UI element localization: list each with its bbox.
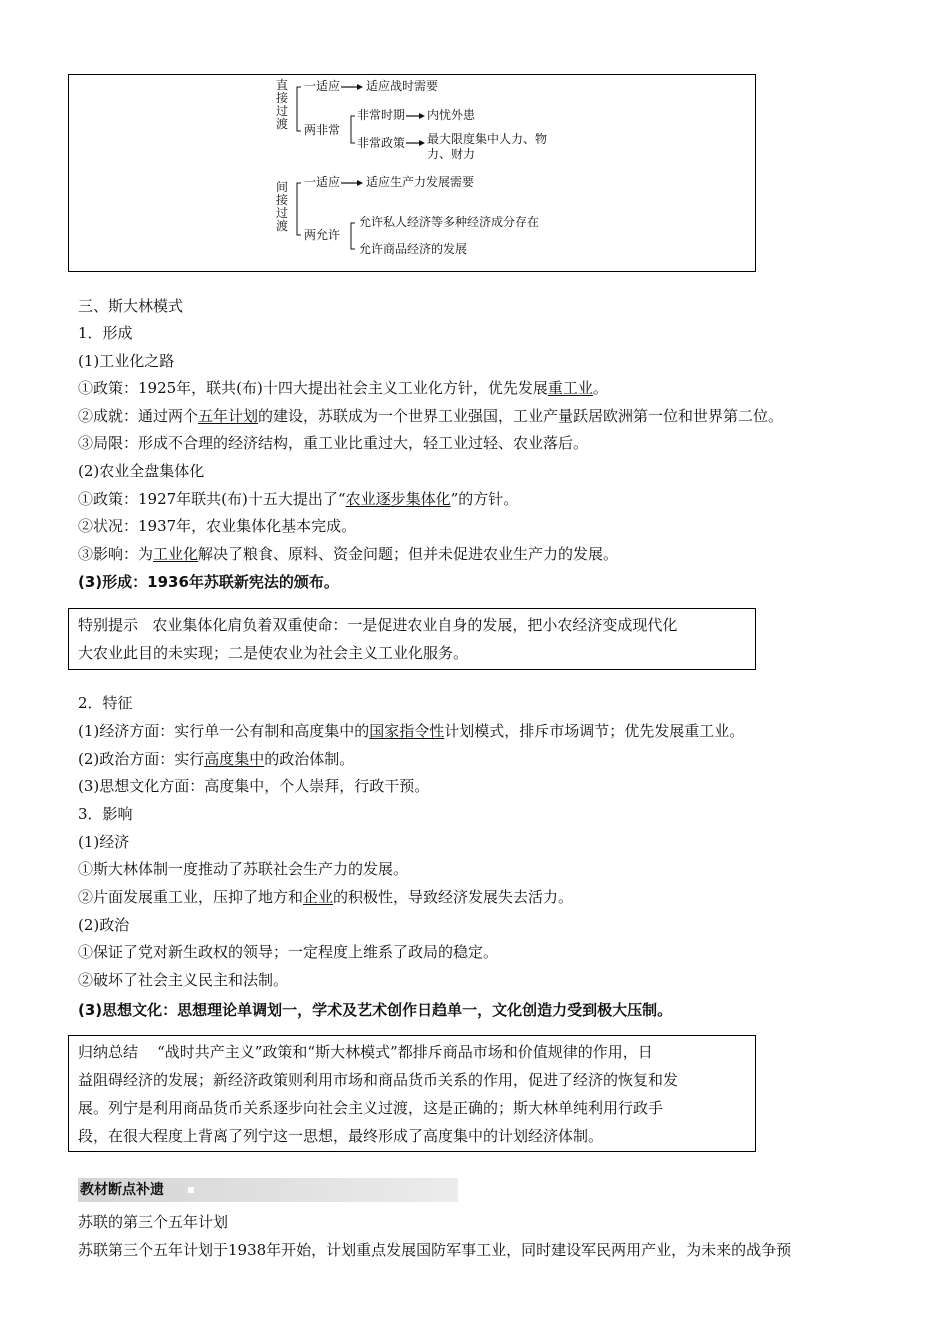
feature-politics: (2)政治方面：实行高度集中的政治体制。 bbox=[78, 750, 355, 768]
diagram-box bbox=[68, 74, 756, 272]
feature-culture: (3)思想文化方面：高度集中，个人崇拜，行政干预。 bbox=[78, 777, 430, 795]
indirect-transition-label: 间接过渡 bbox=[275, 180, 288, 233]
special-tip-line-2: 大农业此目的未实现；二是使农业为社会主义工业化服务。 bbox=[78, 644, 469, 662]
keyword-enterprise: 企业 bbox=[303, 888, 334, 906]
subheading-features: 2．特征 bbox=[78, 694, 133, 712]
impact-politics-2: ②破坏了社会主义民主和法制。 bbox=[78, 971, 289, 989]
special-tip-line-1: 农业集体化肩负着双重使命：一是促进农业自身的发展，把小农经济变成现代化 bbox=[152, 616, 678, 634]
collectivization-heading: (2)农业全盘集体化 bbox=[78, 462, 205, 480]
section-heading: 三、斯大林模式 bbox=[78, 297, 184, 315]
special-tip-box bbox=[68, 608, 756, 670]
keyword-gradual-collectivization: 农业逐步集体化 bbox=[345, 490, 451, 508]
direct-one-adapt: 一适应 bbox=[304, 79, 341, 93]
indirect-one-adapt: 一适应 bbox=[304, 175, 341, 189]
direct-two-extraordinary: 两非常 bbox=[304, 123, 341, 137]
impact-politics-heading: (2)政治 bbox=[78, 916, 130, 934]
summary-line-3: 展。列宁是利用商品货币关系逐步向社会主义过渡，这是正确的；斯大林单纯利用行政手 bbox=[78, 1099, 664, 1117]
keyword-state-directive: 国家指令性 bbox=[369, 722, 445, 740]
indirect-two-allow: 两允许 bbox=[304, 228, 341, 242]
extraordinary-period: 非常时期 bbox=[357, 108, 406, 122]
extraordinary-policy-result-1: 最大限度集中人力、物 bbox=[427, 132, 548, 146]
industry-policy: ①政策：1925年，联共(布)十四大提出社会主义工业化方针，优先发展重工业。 bbox=[78, 379, 608, 397]
impact-culture: (3)思想文化：思想理论单调划一，学术及艺术创作日趋单一，文化创造力受到极大压制。 bbox=[78, 1001, 673, 1019]
supplement-bar-title: 教材断点补遗 bbox=[80, 1182, 164, 1198]
impact-economy-2: ②片面发展重工业，压抑了地方和企业的积极性，导致经济发展失去活力。 bbox=[78, 888, 574, 906]
keyword-highly-centralized: 高度集中 bbox=[204, 750, 265, 768]
summary-label: 归纳总结 bbox=[78, 1043, 139, 1061]
keyword-heavy-industry: 重工业 bbox=[547, 379, 593, 397]
indirect-one-adapt-result: 适应生产力发展需要 bbox=[366, 175, 475, 189]
allow-commodity-economy: 允许商品经济的发展 bbox=[359, 242, 468, 256]
keyword-industrialization: 工业化 bbox=[153, 545, 199, 563]
collectivization-policy: ①政策：1927年联共(布)十五大提出了“农业逐步集体化”的方针。 bbox=[78, 490, 519, 508]
summary-line-4: 段，在很大程度上背离了列宁这一思想，最终形成了高度集中的计划经济体制。 bbox=[78, 1127, 604, 1145]
summary-line-1: “战时共产主义”政策和“斯大林模式”都排斥商品市场和价值规律的作用，日 bbox=[157, 1043, 653, 1061]
extraordinary-period-result: 内忧外患 bbox=[427, 108, 476, 122]
collectivization-impact: ③影响：为工业化解决了粮食、原料、资金问题；但并未促进农业生产力的发展。 bbox=[78, 545, 619, 563]
supplement-text: 苏联第三个五年计划于1938年开始，计划重点发展国防军事工业，同时建设军民两用产业，为未来的战争预 bbox=[78, 1241, 792, 1259]
subheading-formation: 1．形成 bbox=[78, 324, 133, 342]
summary-box bbox=[68, 1035, 756, 1152]
extraordinary-policy-result-2: 力、财力 bbox=[427, 147, 476, 161]
direct-one-adapt-result: 适应战时需要 bbox=[366, 79, 439, 93]
allow-private-economy: 允许私人经济等多种经济成分存在 bbox=[359, 215, 540, 229]
formation-constitution: (3)形成：1936年苏联新宪法的颁布。 bbox=[78, 573, 339, 591]
impact-economy-1: ①斯大林体制一度推动了苏联社会生产力的发展。 bbox=[78, 860, 409, 878]
direct-transition-label: 直接过渡 bbox=[275, 78, 288, 131]
subheading-impact: 3．影响 bbox=[78, 805, 133, 823]
impact-politics-1: ①保证了党对新生政权的领导；一定程度上维系了政局的稳定。 bbox=[78, 943, 499, 961]
industry-limitation: ③局限：形成不合理的经济结构，重工业比重过大，轻工业过轻、农业落后。 bbox=[78, 434, 589, 452]
keyword-five-year-plan: 五年计划 bbox=[198, 407, 259, 425]
industrialization-heading: (1)工业化之路 bbox=[78, 352, 175, 370]
feature-economy: (1)经济方面：实行单一公有制和高度集中的国家指令性计划模式，排斥市场调节；优先发展重工业。 bbox=[78, 722, 745, 740]
special-tip-label: 特别提示 bbox=[78, 616, 139, 634]
supplement-title: 苏联的第三个五年计划 bbox=[78, 1213, 229, 1231]
supplement-bar bbox=[78, 1178, 458, 1202]
square-icon bbox=[188, 1187, 194, 1193]
industry-achievement: ②成就：通过两个五年计划的建设，苏联成为一个世界工业强国，工业产量跃居欧洲第一位和世界第二位。 bbox=[78, 407, 784, 425]
summary-line-2: 益阻碍经济的发展；新经济政策则利用市场和商品货币关系的作用，促进了经济的恢复和发 bbox=[78, 1071, 679, 1089]
extraordinary-policy: 非常政策 bbox=[357, 136, 406, 150]
impact-economy-heading: (1)经济 bbox=[78, 833, 130, 851]
collectivization-status: ②状况：1937年，农业集体化基本完成。 bbox=[78, 517, 357, 535]
